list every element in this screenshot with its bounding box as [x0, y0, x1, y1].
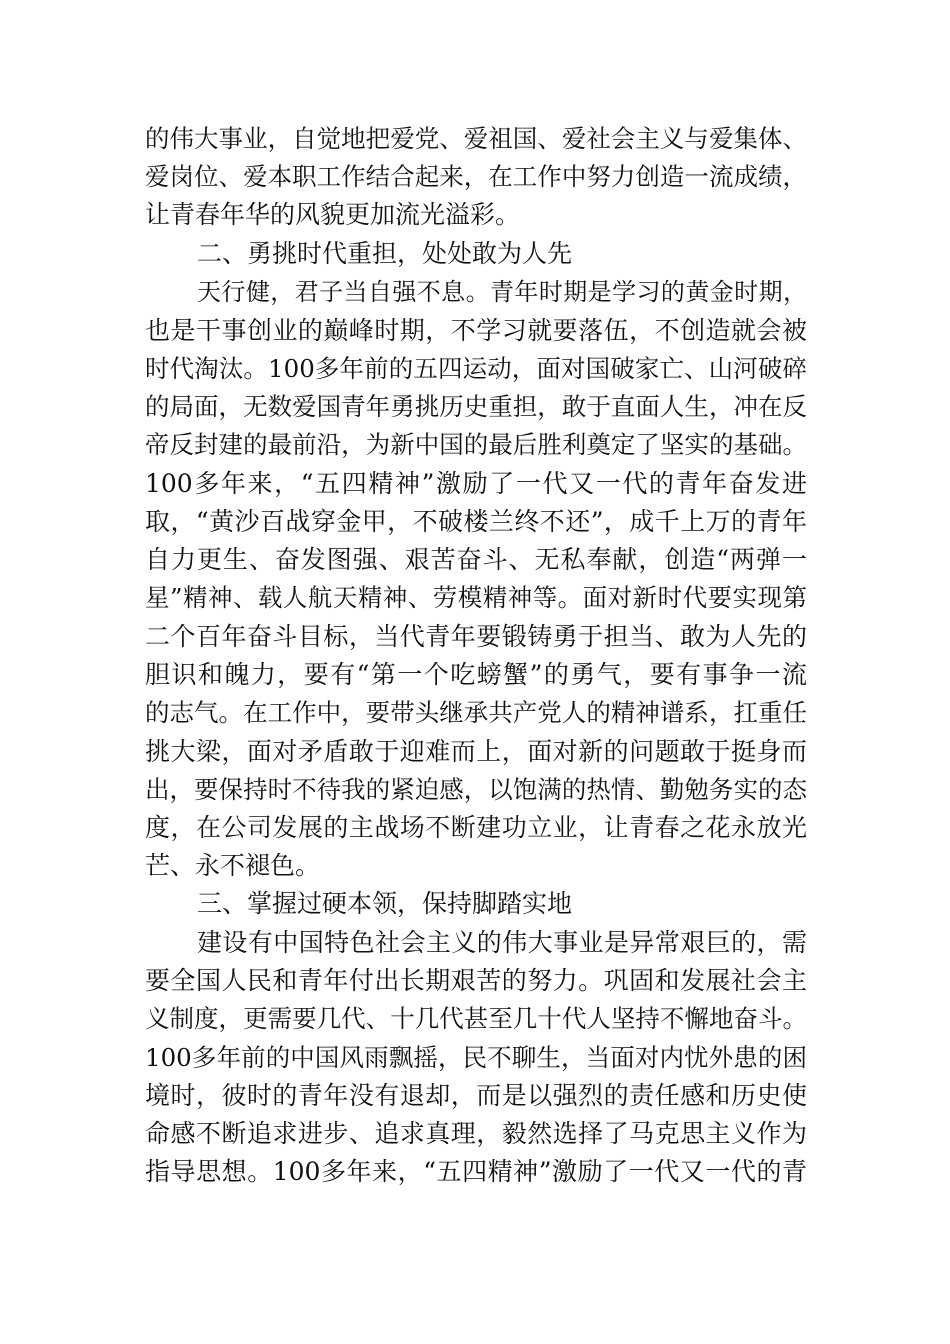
body-text-line: 建设有中国特色社会主义的伟大事业是异常艰巨的，需	[197, 928, 807, 957]
body-text-line: 自力更生、奋发图强、艰苦奋斗、无私奉献，创造“两弹一	[145, 545, 807, 574]
body-text-line: 指导思想。100多年来，“五四精神”激励了一代又一代的青	[145, 1157, 807, 1186]
body-text-line: 胆识和魄力，要有“第一个吃螃蟹”的勇气，要有事争一流	[145, 660, 807, 689]
body-text-line: 星”精神、载人航天精神、劳模精神等。面对新时代要实现第	[145, 583, 807, 612]
body-text-line: 取，“黄沙百战穿金甲，不破楼兰终不还”，成千上万的青年	[145, 507, 807, 536]
body-text-line: 要全国人民和青年付出长期艰苦的努力。巩固和发展社会主	[145, 966, 807, 995]
body-text-line: 的伟大事业，自觉地把爱党、爱祖国、爱社会主义与爱集体、	[145, 124, 807, 153]
body-text-line: 芒、永不褪色。	[145, 851, 321, 880]
body-text-line: 也是干事创业的巅峰时期，不学习就要落伍，不创造就会被	[145, 316, 807, 345]
body-text-line: 帝反封建的最前沿，为新中国的最后胜利奠定了坚实的基础。	[145, 430, 807, 459]
body-text-line: 二个百年奋斗目标，当代青年要锻铸勇于担当、敢为人先的	[145, 622, 807, 651]
body-text-line: 100多年来，“五四精神”激励了一代又一代的青年奋发进	[145, 469, 807, 498]
body-text-line: 度，在公司发展的主战场不断建功立业，让青春之花永放光	[145, 813, 807, 842]
body-text-line: 挑大梁，面对矛盾敢于迎难而上，面对新的问题敢于挺身而	[145, 737, 807, 766]
body-text-line: 天行健，君子当自强不息。青年时期是学习的黄金时期，	[197, 278, 807, 306]
body-text-line: 时代淘汰。100多年前的五四运动，面对国破家亡、山河破碎	[145, 354, 807, 383]
body-text-line: 100多年前的中国风雨飘摇，民不聊生，当面对内忧外患的困	[145, 1043, 807, 1072]
body-text-line: 让青春年华的风貌更加流光溢彩。	[145, 200, 521, 229]
body-text-line: 出，要保持时不待我的紧迫感，以饱满的热情、勤勉务实的态	[145, 775, 807, 804]
section-heading: 三、掌握过硬本领，保持脚踏实地	[197, 889, 573, 918]
section-heading: 二、勇挑时代重担，处处敢为人先	[197, 239, 573, 268]
body-text-line: 的局面，无数爱国青年勇挑历史重担，敢于直面人生，冲在反	[145, 392, 807, 421]
body-text-line: 命感不断追求进步、追求真理，毅然选择了马克思主义作为	[145, 1119, 807, 1148]
body-text-line: 境时，彼时的青年没有退却，而是以强烈的责任感和历史使	[145, 1081, 807, 1110]
body-text-line: 的志气。在工作中，要带头继承共产党人的精神谱系，扛重任	[145, 698, 807, 727]
body-text-line: 义制度，更需要几代、十几代甚至几十代人坚持不懈地奋斗。	[145, 1004, 807, 1033]
body-text-line: 爱岗位、爱本职工作结合起来，在工作中努力创造一流成绩，	[145, 162, 807, 191]
